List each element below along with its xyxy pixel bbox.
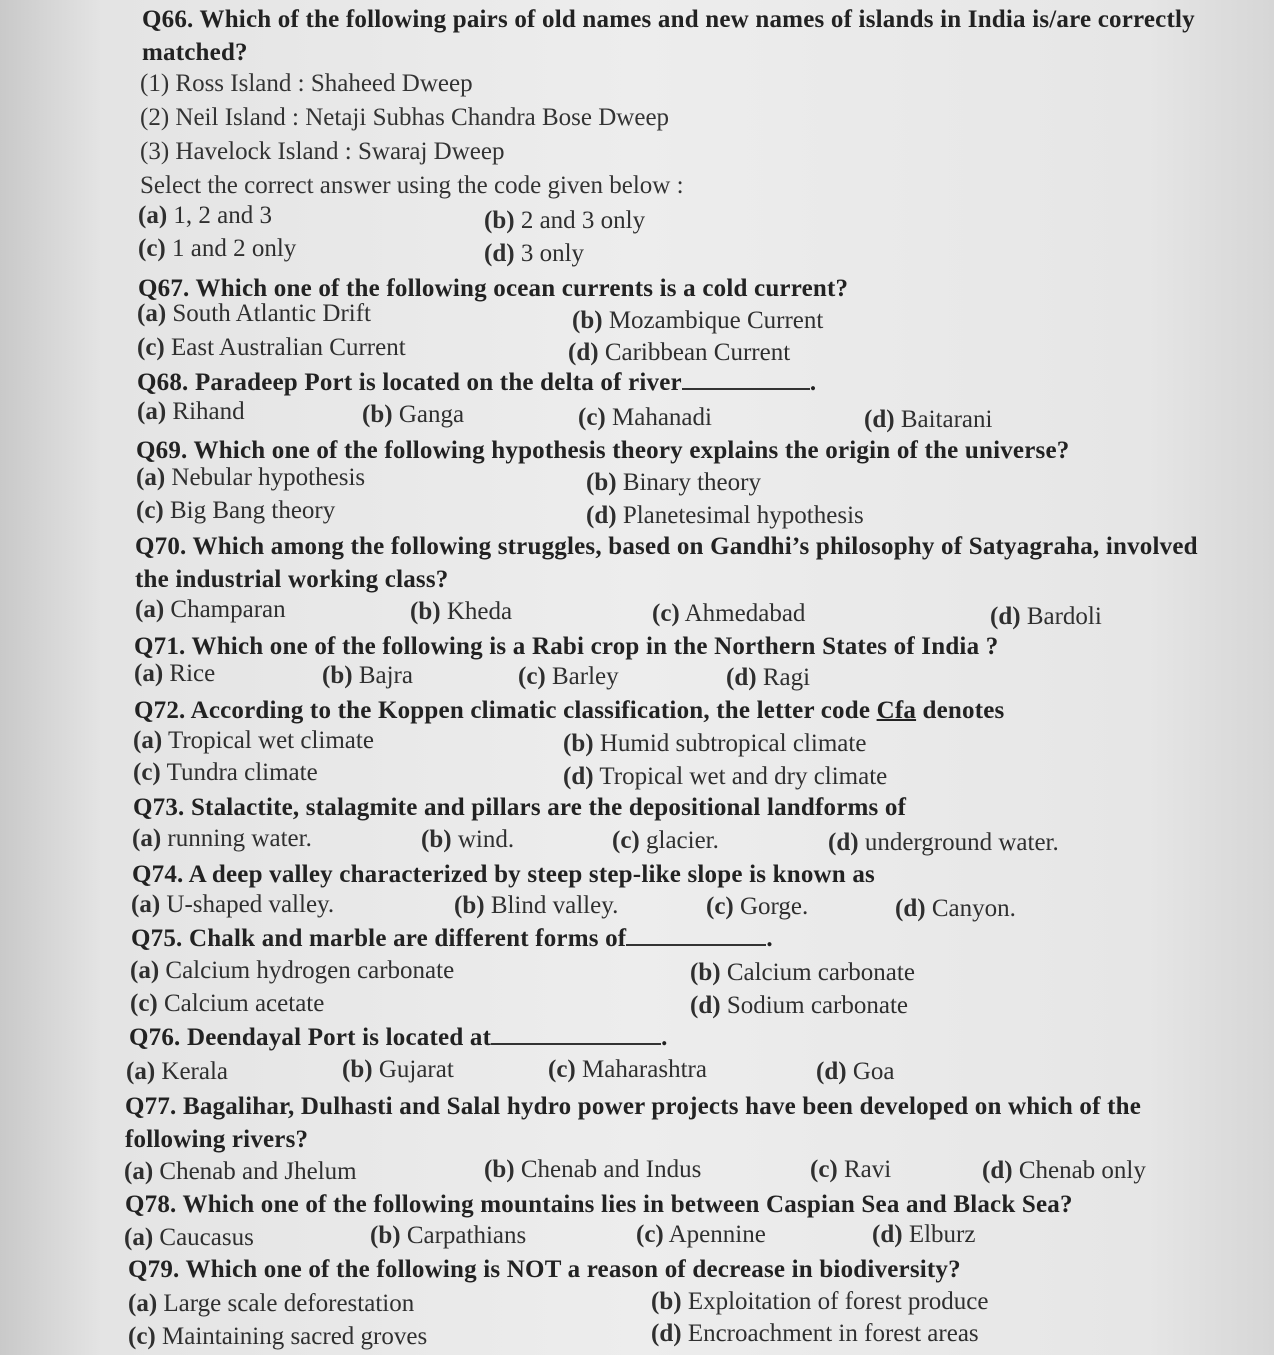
q67-option-c[interactable] <box>137 332 406 364</box>
option-text: Encroachment in forest areas <box>687 1320 979 1347</box>
option-label: (b) <box>370 1222 401 1249</box>
q73-option-a[interactable] <box>132 823 312 855</box>
option-label: (b) <box>362 401 393 428</box>
q76-option-c[interactable] <box>548 1054 707 1086</box>
option-text: Ravi <box>844 1156 892 1183</box>
option-label: (b) <box>342 1056 373 1083</box>
option-text: Binary theory <box>622 469 761 496</box>
q74-option-c[interactable] <box>706 891 808 923</box>
option-text: Chenab only <box>1018 1157 1146 1184</box>
q69-option-c[interactable] <box>136 495 335 527</box>
option-text: underground water. <box>864 829 1059 856</box>
question-72-text: Q72. According to the Koppen climatic classification, the letter code <box>134 697 877 724</box>
q77-option-c[interactable] <box>810 1154 891 1186</box>
question-72-text-end: denotes <box>916 697 1005 724</box>
option-label: (d) <box>872 1221 903 1248</box>
option-text: Canyon. <box>931 895 1016 922</box>
q66-option-a[interactable] <box>138 200 272 232</box>
option-label: (a) <box>138 202 168 229</box>
option-label: (b) <box>690 959 721 986</box>
question-75 <box>131 922 1251 955</box>
option-text: Maintaining sacred groves <box>162 1323 428 1350</box>
option-text: Mozambique Current <box>608 307 824 334</box>
q69-option-a[interactable] <box>136 462 365 494</box>
option-label: (c) <box>128 1323 156 1350</box>
option-text: Rihand <box>172 398 245 425</box>
answer-blank <box>626 940 766 946</box>
q74-option-b[interactable] <box>454 890 618 922</box>
option-label: (a) <box>126 1058 156 1085</box>
q66-instruction: Select the correct answer using the code given below : <box>140 172 684 199</box>
q71-option-d[interactable] <box>726 662 810 694</box>
option-text: Exploitation of forest produce <box>687 1288 989 1315</box>
q76-option-b[interactable] <box>342 1054 454 1086</box>
option-text: Nebular hypothesis <box>171 464 366 491</box>
question-69: Q69. Which one of the following hypothesis theory explains the origin of the universe? <box>136 437 1070 464</box>
option-label: (c) <box>612 827 640 854</box>
option-label: (a) <box>136 464 166 491</box>
option-label: (a) <box>124 1224 154 1251</box>
option-label: (a) <box>137 398 167 425</box>
option-text: Calcium acetate <box>164 990 325 1017</box>
answer-blank <box>682 384 810 390</box>
option-label: (c) <box>636 1221 664 1248</box>
q73-option-c[interactable] <box>612 825 719 857</box>
option-text: South Atlantic Drift <box>172 300 372 327</box>
option-label: (c) <box>810 1156 838 1183</box>
option-text: glacier. <box>646 827 719 854</box>
option-text: running water. <box>167 825 312 852</box>
q69-option-b[interactable] <box>586 467 761 499</box>
option-text: wind. <box>457 826 515 853</box>
option-label: (b) <box>484 207 515 234</box>
question-74: Q74. A deep valley characterized by steep step-like slope is known as <box>132 861 875 888</box>
answer-blank <box>491 1039 661 1045</box>
q67-option-b[interactable] <box>572 305 823 337</box>
option-label: (a) <box>137 300 167 327</box>
q70-option-d[interactable] <box>990 601 1102 633</box>
q75-option-b[interactable] <box>690 957 915 989</box>
q69-option-d[interactable] <box>586 500 864 532</box>
option-text: Maharashtra <box>582 1056 707 1083</box>
q71-option-c[interactable] <box>518 661 619 693</box>
option-label: (d) <box>990 603 1021 630</box>
option-label: (b) <box>572 307 603 334</box>
option-text: Chenab and Jhelum <box>159 1158 357 1185</box>
option-label: (b) <box>563 730 594 757</box>
q73-option-b[interactable] <box>421 824 514 856</box>
question-71: Q71. Which one of the following is a Rabi crop in the Northern States of India ? <box>134 633 999 660</box>
option-text: Blind valley. <box>490 892 619 919</box>
question-66-text: Q66. Which of the following pairs of old names and new names of islands in India is/are correctly matched? <box>142 6 1195 66</box>
q67-option-a[interactable] <box>137 298 371 330</box>
option-text: Big Bang theory <box>170 497 336 524</box>
option-text: Rice <box>169 660 216 687</box>
option-label: (d) <box>828 829 859 856</box>
option-text: East Australian Current <box>171 334 406 361</box>
option-label: (c) <box>130 990 158 1017</box>
option-label: (c) <box>652 600 680 627</box>
option-text: Gorge. <box>740 893 809 920</box>
option-label: (c) <box>518 663 546 690</box>
q78-option-d[interactable] <box>872 1219 975 1251</box>
q71-option-b[interactable] <box>322 660 413 692</box>
option-text: Planetesimal hypothesis <box>622 502 864 529</box>
q78-option-b[interactable] <box>370 1220 526 1252</box>
option-label: (c) <box>136 497 164 524</box>
option-label: (a) <box>133 727 163 754</box>
q75-option-d[interactable] <box>690 990 908 1022</box>
q72-option-a[interactable] <box>133 725 374 757</box>
q66-option-b[interactable] <box>484 205 645 237</box>
q76-option-d[interactable] <box>816 1056 894 1088</box>
option-label: (b) <box>484 1156 515 1183</box>
q68-option-b[interactable] <box>362 399 464 431</box>
option-text: Humid subtropical climate <box>599 730 867 757</box>
question-76 <box>129 1021 1249 1054</box>
option-text: Kheda <box>446 598 513 625</box>
option-label: (d) <box>895 895 926 922</box>
option-label: (b) <box>454 892 485 919</box>
option-label: (c) <box>578 404 606 431</box>
q74-option-a[interactable] <box>131 889 334 921</box>
question-68-text: Q68. Paradeep Port is located on the delta of river <box>137 369 682 396</box>
q78-option-c[interactable] <box>636 1219 766 1251</box>
option-label: (d) <box>586 502 617 529</box>
option-text: Mahanadi <box>612 404 712 431</box>
option-label: (a) <box>135 596 165 623</box>
q73-option-d[interactable] <box>828 827 1059 859</box>
option-label: (a) <box>132 825 162 852</box>
question-75-text: Q75. Chalk and marble are different forms of <box>131 925 627 952</box>
option-label: (a) <box>128 1290 158 1317</box>
option-text: Tundra climate <box>166 759 318 786</box>
option-text: Tropical wet and dry climate <box>599 763 888 790</box>
option-label: (c) <box>548 1056 576 1083</box>
option-label: (b) <box>586 469 617 496</box>
q75-option-c[interactable] <box>130 988 324 1020</box>
option-text: Bajra <box>358 662 413 689</box>
option-text: U-shaped valley. <box>166 891 335 918</box>
option-label: (c) <box>138 235 166 262</box>
q66-option-d[interactable] <box>484 238 584 270</box>
option-label: (b) <box>651 1288 682 1315</box>
question-76-end: . <box>661 1024 668 1051</box>
question-79: Q79. Which one of the following is NOT a reason of decrease in biodiversity? <box>128 1256 961 1283</box>
option-text: Elburz <box>908 1221 976 1248</box>
q79-option-b[interactable] <box>651 1286 988 1318</box>
option-text: 2 and 3 only <box>520 207 646 234</box>
q70-option-a[interactable] <box>135 594 286 626</box>
option-text: Ganga <box>398 401 465 428</box>
question-78: Q78. Which one of the following mountains lies in between Caspian Sea and Black Sea? <box>125 1191 1073 1218</box>
option-label: (d) <box>568 339 599 366</box>
option-text: Ragi <box>762 664 811 691</box>
question-66 <box>142 3 1232 69</box>
option-label: (d) <box>651 1320 682 1347</box>
option-label: (b) <box>410 598 441 625</box>
q72-option-c[interactable] <box>133 757 318 789</box>
q75-option-a[interactable] <box>130 955 454 987</box>
option-text: Apennine <box>668 1221 766 1248</box>
option-label: (a) <box>130 957 160 984</box>
q77-option-b[interactable] <box>484 1154 701 1186</box>
option-text: Champaran <box>170 596 286 623</box>
q79-option-c[interactable] <box>128 1321 427 1353</box>
option-text: Large scale deforestation <box>163 1290 415 1317</box>
option-text: Gujarat <box>378 1056 454 1083</box>
q72-option-b[interactable] <box>563 728 866 760</box>
q70-option-b[interactable] <box>410 596 512 628</box>
q66-statement-1: (1) Ross Island : Shaheed Dweep <box>140 70 473 97</box>
option-label: (d) <box>816 1058 847 1085</box>
option-text: Tropical wet climate <box>167 727 374 754</box>
q79-option-a[interactable] <box>128 1288 414 1320</box>
q71-option-a[interactable] <box>134 658 215 690</box>
question-72 <box>134 694 1254 727</box>
option-label: (d) <box>484 240 515 267</box>
q66-option-c[interactable] <box>138 233 296 265</box>
climate-code: Cfa <box>876 697 917 724</box>
question-76-text: Q76. Deendayal Port is located at <box>129 1024 492 1051</box>
question-68 <box>137 366 1257 399</box>
option-text: Baitarani <box>900 406 993 433</box>
option-label: (b) <box>322 662 353 689</box>
q68-option-a[interactable] <box>137 396 245 428</box>
q78-option-a[interactable] <box>124 1222 254 1254</box>
q66-statement-3: (3) Havelock Island : Swaraj Dweep <box>140 138 505 165</box>
q77-option-a[interactable] <box>124 1156 357 1188</box>
option-label: (c) <box>133 759 161 786</box>
option-text: 1, 2 and 3 <box>173 202 273 229</box>
option-text: Chenab and Indus <box>520 1156 702 1183</box>
q72-option-d[interactable] <box>563 761 887 793</box>
question-68-end: . <box>809 369 817 396</box>
question-75-end: . <box>766 925 773 952</box>
q70-option-c[interactable] <box>652 598 805 630</box>
option-label: (a) <box>131 891 161 918</box>
option-text: 3 only <box>520 240 585 267</box>
question-67: Q67. Which one of the following ocean currents is a cold current? <box>138 275 849 302</box>
q68-option-d[interactable] <box>864 404 992 436</box>
question-77: Q77. Bagalihar, Dulhasti and Salal hydro power projects have been developed on which of the following rivers? <box>125 1093 1142 1153</box>
option-text: 1 and 2 only <box>172 235 297 262</box>
option-text: Calcium hydrogen carbonate <box>165 957 455 984</box>
option-text: Barley <box>552 663 619 690</box>
option-text: Carpathians <box>406 1222 527 1249</box>
option-label: (d) <box>864 406 895 433</box>
question-70: Q70. Which among the following struggles, based on Gandhi’s philosophy of Satyagraha, involved the industrial working class? <box>135 533 1198 593</box>
option-label: (d) <box>563 763 594 790</box>
option-label: (c) <box>706 893 734 920</box>
option-label: (d) <box>982 1157 1013 1184</box>
option-label: (a) <box>134 660 164 687</box>
option-label: (c) <box>137 334 165 361</box>
option-label: (d) <box>690 992 721 1019</box>
option-text: Sodium carbonate <box>726 992 909 1019</box>
q76-option-a[interactable] <box>126 1056 228 1088</box>
option-text: Ahmedabad <box>684 600 806 627</box>
q66-statement-2: (2) Neil Island : Netaji Subhas Chandra Bose Dweep <box>140 104 670 131</box>
question-73: Q73. Stalactite, stalagmite and pillars are the depositional landforms of <box>133 794 907 821</box>
option-label: (b) <box>421 826 452 853</box>
option-text: Caribbean Current <box>604 339 791 366</box>
option-text: Caucasus <box>159 1224 254 1251</box>
q74-option-d[interactable] <box>895 893 1016 925</box>
q77-option-d[interactable] <box>982 1155 1146 1187</box>
q67-option-d[interactable] <box>568 337 790 369</box>
option-text: Bardoli <box>1026 603 1102 630</box>
option-text: Kerala <box>161 1058 229 1085</box>
q79-option-d[interactable] <box>651 1318 979 1350</box>
option-label: (d) <box>726 664 757 691</box>
q68-option-c[interactable] <box>578 402 712 434</box>
option-text: Calcium carbonate <box>726 959 915 986</box>
option-text: Goa <box>852 1058 895 1085</box>
option-label: (a) <box>124 1158 154 1185</box>
